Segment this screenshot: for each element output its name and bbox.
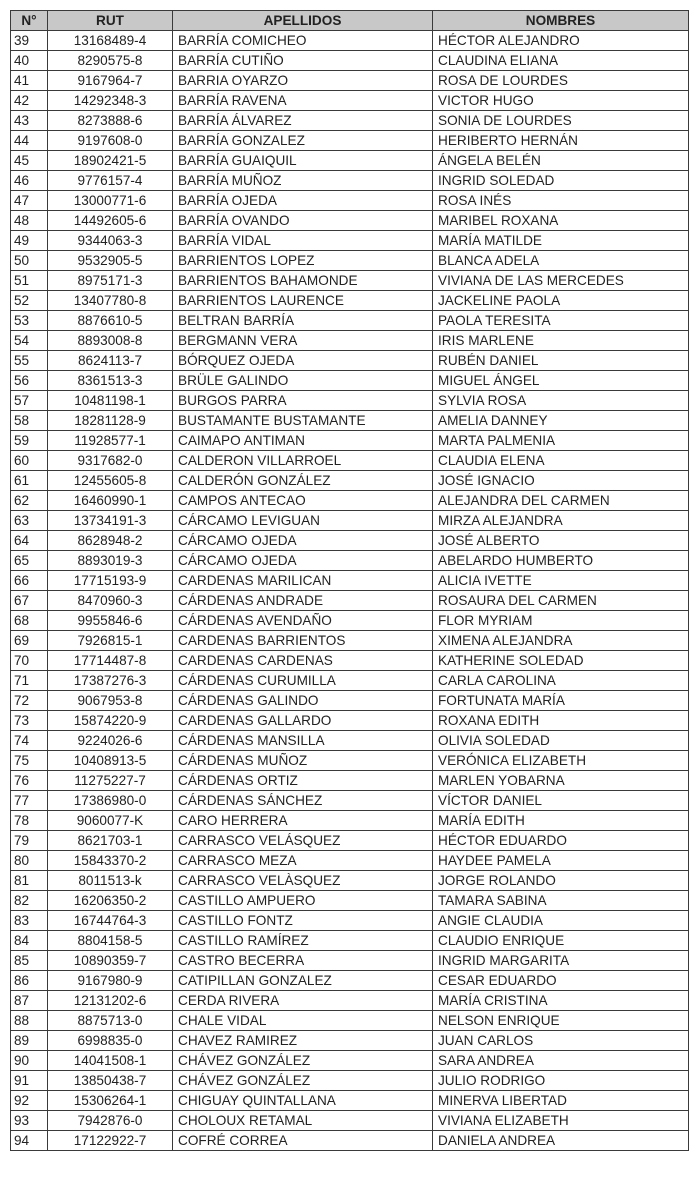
cell-apellidos: CAMPOS ANTECAO	[173, 491, 433, 511]
table-row	[11, 271, 689, 291]
table-row	[11, 351, 689, 371]
cell-num: 86	[11, 971, 48, 991]
cell-apellidos: CÁRDENAS AVENDAÑO	[173, 611, 433, 631]
cell-num: 67	[11, 591, 48, 611]
cell-num: 46	[11, 171, 48, 191]
cell-nombres: ÁNGELA BELÉN	[433, 151, 689, 171]
cell-rut: 12131202-6	[48, 991, 173, 1011]
cell-nombres: JOSÉ ALBERTO	[433, 531, 689, 551]
cell-apellidos: BARRÍA COMICHEO	[173, 31, 433, 51]
cell-rut: 8876610-5	[48, 311, 173, 331]
cell-apellidos: BARRIENTOS LAURENCE	[173, 291, 433, 311]
cell-rut: 6998835-0	[48, 1031, 173, 1051]
table-row	[11, 251, 689, 271]
cell-rut: 13168489-4	[48, 31, 173, 51]
table-row	[11, 611, 689, 631]
cell-rut: 17386980-0	[48, 791, 173, 811]
cell-nombres: VERÓNICA ELIZABETH	[433, 751, 689, 771]
cell-apellidos: BELTRAN BARRÍA	[173, 311, 433, 331]
cell-num: 39	[11, 31, 48, 51]
cell-num: 65	[11, 551, 48, 571]
cell-num: 77	[11, 791, 48, 811]
cell-rut: 17122922-7	[48, 1131, 173, 1151]
cell-rut: 15306264-1	[48, 1091, 173, 1111]
cell-num: 54	[11, 331, 48, 351]
cell-num: 82	[11, 891, 48, 911]
cell-nombres: ROSAURA DEL CARMEN	[433, 591, 689, 611]
cell-apellidos: BARRÍA OJEDA	[173, 191, 433, 211]
cell-nombres: ALEJANDRA DEL CARMEN	[433, 491, 689, 511]
cell-nombres: CLAUDINA ELIANA	[433, 51, 689, 71]
cell-num: 72	[11, 691, 48, 711]
cell-nombres: JUAN CARLOS	[433, 1031, 689, 1051]
cell-nombres: ABELARDO HUMBERTO	[433, 551, 689, 571]
cell-rut: 17714487-8	[48, 651, 173, 671]
table-row	[11, 1051, 689, 1071]
cell-rut: 11275227-7	[48, 771, 173, 791]
cell-apellidos: CARDENAS MARILICAN	[173, 571, 433, 591]
table-row	[11, 51, 689, 71]
cell-nombres: AMELIA DANNEY	[433, 411, 689, 431]
cell-nombres: MIRZA ALEJANDRA	[433, 511, 689, 531]
cell-apellidos: CASTILLO RAMÍREZ	[173, 931, 433, 951]
cell-apellidos: BERGMANN VERA	[173, 331, 433, 351]
cell-apellidos: CÁRDENAS MANSILLA	[173, 731, 433, 751]
cell-num: 71	[11, 671, 48, 691]
table-row	[11, 291, 689, 311]
cell-rut: 9776157-4	[48, 171, 173, 191]
cell-apellidos: BARRIENTOS BAHAMONDE	[173, 271, 433, 291]
cell-apellidos: CHÁVEZ GONZÁLEZ	[173, 1071, 433, 1091]
table-row	[11, 1011, 689, 1031]
table-row	[11, 531, 689, 551]
header-apellidos: APELLIDOS	[173, 11, 433, 31]
cell-nombres: MINERVA LIBERTAD	[433, 1091, 689, 1111]
cell-rut: 7942876-0	[48, 1111, 173, 1131]
cell-apellidos: CHOLOUX RETAMAL	[173, 1111, 433, 1131]
cell-nombres: HERIBERTO HERNÁN	[433, 131, 689, 151]
cell-nombres: INGRID MARGARITA	[433, 951, 689, 971]
cell-apellidos: BARRÍA GONZALEZ	[173, 131, 433, 151]
cell-apellidos: CHÁVEZ GONZÁLEZ	[173, 1051, 433, 1071]
table-row	[11, 511, 689, 531]
cell-nombres: XIMENA ALEJANDRA	[433, 631, 689, 651]
cell-nombres: MIGUEL ÁNGEL	[433, 371, 689, 391]
cell-nombres: HAYDEE PAMELA	[433, 851, 689, 871]
table-row	[11, 471, 689, 491]
cell-rut: 8893008-8	[48, 331, 173, 351]
cell-num: 89	[11, 1031, 48, 1051]
header-row	[11, 11, 689, 31]
cell-rut: 8875713-0	[48, 1011, 173, 1031]
cell-apellidos: CÁRDENAS SÁNCHEZ	[173, 791, 433, 811]
cell-nombres: ANGIE CLAUDIA	[433, 911, 689, 931]
cell-apellidos: CARDENAS BARRIENTOS	[173, 631, 433, 651]
cell-rut: 9955846-6	[48, 611, 173, 631]
cell-apellidos: BARRÍA MUÑOZ	[173, 171, 433, 191]
table-row	[11, 951, 689, 971]
cell-apellidos: BARRÍA RAVENA	[173, 91, 433, 111]
cell-nombres: JULIO RODRIGO	[433, 1071, 689, 1091]
cell-nombres: CLAUDIA ELENA	[433, 451, 689, 471]
cell-nombres: MARTA PALMENIA	[433, 431, 689, 451]
table-row	[11, 551, 689, 571]
header-num: N°	[11, 11, 48, 31]
table-row	[11, 391, 689, 411]
table-row	[11, 331, 689, 351]
cell-rut: 10408913-5	[48, 751, 173, 771]
cell-apellidos: CÁRDENAS CURUMILLA	[173, 671, 433, 691]
cell-num: 92	[11, 1091, 48, 1111]
table-row	[11, 591, 689, 611]
cell-apellidos: CÁRCAMO OJEDA	[173, 531, 433, 551]
cell-num: 80	[11, 851, 48, 871]
cell-rut: 9224026-6	[48, 731, 173, 751]
cell-rut: 16460990-1	[48, 491, 173, 511]
cell-rut: 14292348-3	[48, 91, 173, 111]
cell-nombres: VIVIANA DE LAS MERCEDES	[433, 271, 689, 291]
cell-nombres: MARIBEL ROXANA	[433, 211, 689, 231]
table-row	[11, 1071, 689, 1091]
cell-nombres: ALICIA IVETTE	[433, 571, 689, 591]
cell-apellidos: CHALE VIDAL	[173, 1011, 433, 1031]
cell-num: 91	[11, 1071, 48, 1091]
cell-num: 50	[11, 251, 48, 271]
cell-rut: 8804158-5	[48, 931, 173, 951]
cell-rut: 13850438-7	[48, 1071, 173, 1091]
cell-nombres: MARLEN YOBARNA	[433, 771, 689, 791]
table-row	[11, 711, 689, 731]
cell-num: 40	[11, 51, 48, 71]
cell-rut: 9344063-3	[48, 231, 173, 251]
cell-nombres: MARÍA CRISTINA	[433, 991, 689, 1011]
cell-nombres: ROSA INÉS	[433, 191, 689, 211]
cell-num: 53	[11, 311, 48, 331]
cell-rut: 9317682-0	[48, 451, 173, 471]
cell-nombres: JOSÉ IGNACIO	[433, 471, 689, 491]
cell-num: 55	[11, 351, 48, 371]
table-row	[11, 451, 689, 471]
cell-apellidos: CÁRDENAS MUÑOZ	[173, 751, 433, 771]
cell-apellidos: BARRÍA VIDAL	[173, 231, 433, 251]
table-row	[11, 631, 689, 651]
cell-nombres: RUBÉN DANIEL	[433, 351, 689, 371]
cell-num: 44	[11, 131, 48, 151]
table-row	[11, 491, 689, 511]
table-row	[11, 891, 689, 911]
cell-nombres: SYLVIA ROSA	[433, 391, 689, 411]
cell-num: 83	[11, 911, 48, 931]
cell-apellidos: CÁRCAMO LEVIGUAN	[173, 511, 433, 531]
cell-rut: 17715193-9	[48, 571, 173, 591]
cell-rut: 17387276-3	[48, 671, 173, 691]
cell-num: 93	[11, 1111, 48, 1131]
cell-num: 58	[11, 411, 48, 431]
cell-rut: 8975171-3	[48, 271, 173, 291]
cell-apellidos: CALDERON VILLARROEL	[173, 451, 433, 471]
cell-rut: 12455605-8	[48, 471, 173, 491]
cell-num: 94	[11, 1131, 48, 1151]
cell-rut: 9067953-8	[48, 691, 173, 711]
cell-apellidos: CASTRO BECERRA	[173, 951, 433, 971]
cell-nombres: SARA ANDREA	[433, 1051, 689, 1071]
table-row	[11, 1131, 689, 1151]
table-row	[11, 31, 689, 51]
cell-num: 69	[11, 631, 48, 651]
table-row	[11, 91, 689, 111]
cell-nombres: VICTOR HUGO	[433, 91, 689, 111]
cell-nombres: CLAUDIO ENRIQUE	[433, 931, 689, 951]
cell-apellidos: CARDENAS GALLARDO	[173, 711, 433, 731]
cell-rut: 10890359-7	[48, 951, 173, 971]
cell-rut: 8470960-3	[48, 591, 173, 611]
cell-apellidos: CÁRCAMO OJEDA	[173, 551, 433, 571]
cell-num: 49	[11, 231, 48, 251]
cell-apellidos: BARRÍA GUAIQUIL	[173, 151, 433, 171]
table-row	[11, 411, 689, 431]
cell-num: 45	[11, 151, 48, 171]
cell-nombres: OLIVIA SOLEDAD	[433, 731, 689, 751]
cell-rut: 9197608-0	[48, 131, 173, 151]
table-row	[11, 831, 689, 851]
cell-rut: 8273888-6	[48, 111, 173, 131]
table-row	[11, 191, 689, 211]
cell-num: 90	[11, 1051, 48, 1071]
cell-apellidos: BÓRQUEZ OJEDA	[173, 351, 433, 371]
cell-num: 84	[11, 931, 48, 951]
cell-num: 62	[11, 491, 48, 511]
cell-nombres: BLANCA ADELA	[433, 251, 689, 271]
cell-rut: 16744764-3	[48, 911, 173, 931]
cell-num: 75	[11, 751, 48, 771]
cell-apellidos: CASTILLO FONTZ	[173, 911, 433, 931]
cell-apellidos: CALDERÓN GONZÁLEZ	[173, 471, 433, 491]
cell-nombres: ROXANA EDITH	[433, 711, 689, 731]
cell-nombres: IRIS MARLENE	[433, 331, 689, 351]
cell-nombres: FORTUNATA MARÍA	[433, 691, 689, 711]
cell-num: 48	[11, 211, 48, 231]
table-row	[11, 1111, 689, 1131]
cell-nombres: JACKELINE PAOLA	[433, 291, 689, 311]
cell-nombres: PAOLA TERESITA	[433, 311, 689, 331]
table-row	[11, 671, 689, 691]
table-row	[11, 731, 689, 751]
cell-apellidos: CÁRDENAS GALINDO	[173, 691, 433, 711]
cell-apellidos: CARRASCO VELÁSQUEZ	[173, 831, 433, 851]
table-row	[11, 131, 689, 151]
cell-num: 68	[11, 611, 48, 631]
cell-apellidos: CARRASCO MEZA	[173, 851, 433, 871]
cell-num: 78	[11, 811, 48, 831]
cell-nombres: ROSA DE LOURDES	[433, 71, 689, 91]
cell-nombres: VIVIANA ELIZABETH	[433, 1111, 689, 1131]
cell-nombres: SONIA DE LOURDES	[433, 111, 689, 131]
table-header	[11, 11, 689, 31]
cell-num: 57	[11, 391, 48, 411]
cell-num: 79	[11, 831, 48, 851]
cell-apellidos: CARO HERRERA	[173, 811, 433, 831]
table-row	[11, 71, 689, 91]
cell-apellidos: BARRIA OYARZO	[173, 71, 433, 91]
cell-rut: 15843370-2	[48, 851, 173, 871]
table-row	[11, 811, 689, 831]
table-row	[11, 1091, 689, 1111]
cell-num: 56	[11, 371, 48, 391]
cell-num: 47	[11, 191, 48, 211]
cell-num: 73	[11, 711, 48, 731]
cell-apellidos: BARRÍA CUTIÑO	[173, 51, 433, 71]
cell-rut: 8621703-1	[48, 831, 173, 851]
cell-rut: 9167980-9	[48, 971, 173, 991]
roster-table	[10, 10, 689, 1151]
cell-rut: 8011513-k	[48, 871, 173, 891]
cell-apellidos: BARRÍA OVANDO	[173, 211, 433, 231]
cell-num: 59	[11, 431, 48, 451]
cell-nombres: HÉCTOR EDUARDO	[433, 831, 689, 851]
cell-rut: 11928577-1	[48, 431, 173, 451]
table-row	[11, 311, 689, 331]
cell-rut: 8624113-7	[48, 351, 173, 371]
cell-num: 85	[11, 951, 48, 971]
cell-rut: 16206350-2	[48, 891, 173, 911]
cell-apellidos: BRÜLE GALINDO	[173, 371, 433, 391]
table-row	[11, 691, 689, 711]
cell-nombres: MARÍA EDITH	[433, 811, 689, 831]
cell-nombres: HÉCTOR ALEJANDRO	[433, 31, 689, 51]
cell-nombres: KATHERINE SOLEDAD	[433, 651, 689, 671]
cell-rut: 15874220-9	[48, 711, 173, 731]
cell-nombres: DANIELA ANDREA	[433, 1131, 689, 1151]
cell-nombres: NELSON ENRIQUE	[433, 1011, 689, 1031]
cell-nombres: CARLA CAROLINA	[433, 671, 689, 691]
cell-apellidos: BURGOS PARRA	[173, 391, 433, 411]
cell-apellidos: CARRASCO VELÀSQUEZ	[173, 871, 433, 891]
cell-num: 76	[11, 771, 48, 791]
cell-num: 87	[11, 991, 48, 1011]
cell-apellidos: BUSTAMANTE BUSTAMANTE	[173, 411, 433, 431]
table-row	[11, 771, 689, 791]
cell-rut: 18281128-9	[48, 411, 173, 431]
cell-num: 60	[11, 451, 48, 471]
cell-rut: 14041508-1	[48, 1051, 173, 1071]
table-row	[11, 791, 689, 811]
cell-apellidos: CARDENAS CARDENAS	[173, 651, 433, 671]
table-row	[11, 571, 689, 591]
cell-rut: 13734191-3	[48, 511, 173, 531]
cell-num: 81	[11, 871, 48, 891]
cell-apellidos: CATIPILLAN GONZALEZ	[173, 971, 433, 991]
table-body	[11, 31, 689, 1151]
table-row	[11, 231, 689, 251]
cell-apellidos: CERDA RIVERA	[173, 991, 433, 1011]
cell-rut: 18902421-5	[48, 151, 173, 171]
table-row	[11, 971, 689, 991]
cell-rut: 9532905-5	[48, 251, 173, 271]
header-rut: RUT	[48, 11, 173, 31]
cell-num: 43	[11, 111, 48, 131]
cell-rut: 9167964-7	[48, 71, 173, 91]
table-row	[11, 431, 689, 451]
cell-num: 61	[11, 471, 48, 491]
cell-rut: 14492605-6	[48, 211, 173, 231]
cell-apellidos: CAIMAPO ANTIMAN	[173, 431, 433, 451]
cell-num: 52	[11, 291, 48, 311]
cell-apellidos: CÁRDENAS ORTIZ	[173, 771, 433, 791]
cell-apellidos: CASTILLO AMPUERO	[173, 891, 433, 911]
table-row	[11, 111, 689, 131]
cell-apellidos: CÁRDENAS ANDRADE	[173, 591, 433, 611]
cell-rut: 13000771-6	[48, 191, 173, 211]
cell-rut: 8893019-3	[48, 551, 173, 571]
cell-rut: 8361513-3	[48, 371, 173, 391]
table-row	[11, 851, 689, 871]
cell-num: 63	[11, 511, 48, 531]
table-row	[11, 151, 689, 171]
table-row	[11, 651, 689, 671]
cell-apellidos: BARRIENTOS LOPEZ	[173, 251, 433, 271]
cell-nombres: CESAR EDUARDO	[433, 971, 689, 991]
cell-num: 70	[11, 651, 48, 671]
cell-num: 42	[11, 91, 48, 111]
table-row	[11, 371, 689, 391]
cell-rut: 7926815-1	[48, 631, 173, 651]
cell-num: 51	[11, 271, 48, 291]
header-nombres: NOMBRES	[433, 11, 689, 31]
table-row	[11, 931, 689, 951]
cell-nombres: VÍCTOR DANIEL	[433, 791, 689, 811]
table-row	[11, 171, 689, 191]
table-row	[11, 211, 689, 231]
table-row	[11, 991, 689, 1011]
cell-num: 88	[11, 1011, 48, 1031]
cell-rut: 9060077-K	[48, 811, 173, 831]
cell-nombres: JORGE ROLANDO	[433, 871, 689, 891]
cell-rut: 8290575-8	[48, 51, 173, 71]
cell-nombres: MARÍA MATILDE	[433, 231, 689, 251]
cell-num: 41	[11, 71, 48, 91]
cell-nombres: TAMARA SABINA	[433, 891, 689, 911]
table-row	[11, 911, 689, 931]
cell-apellidos: COFRÉ CORREA	[173, 1131, 433, 1151]
cell-num: 66	[11, 571, 48, 591]
cell-apellidos: CHAVEZ RAMIREZ	[173, 1031, 433, 1051]
cell-nombres: FLOR MYRIAM	[433, 611, 689, 631]
cell-rut: 10481198-1	[48, 391, 173, 411]
cell-apellidos: CHIGUAY QUINTALLANA	[173, 1091, 433, 1111]
cell-rut: 13407780-8	[48, 291, 173, 311]
cell-num: 74	[11, 731, 48, 751]
cell-nombres: INGRID SOLEDAD	[433, 171, 689, 191]
table-row	[11, 871, 689, 891]
table-row	[11, 1031, 689, 1051]
cell-apellidos: BARRÍA ÁLVAREZ	[173, 111, 433, 131]
cell-rut: 8628948-2	[48, 531, 173, 551]
cell-num: 64	[11, 531, 48, 551]
table-row	[11, 751, 689, 771]
